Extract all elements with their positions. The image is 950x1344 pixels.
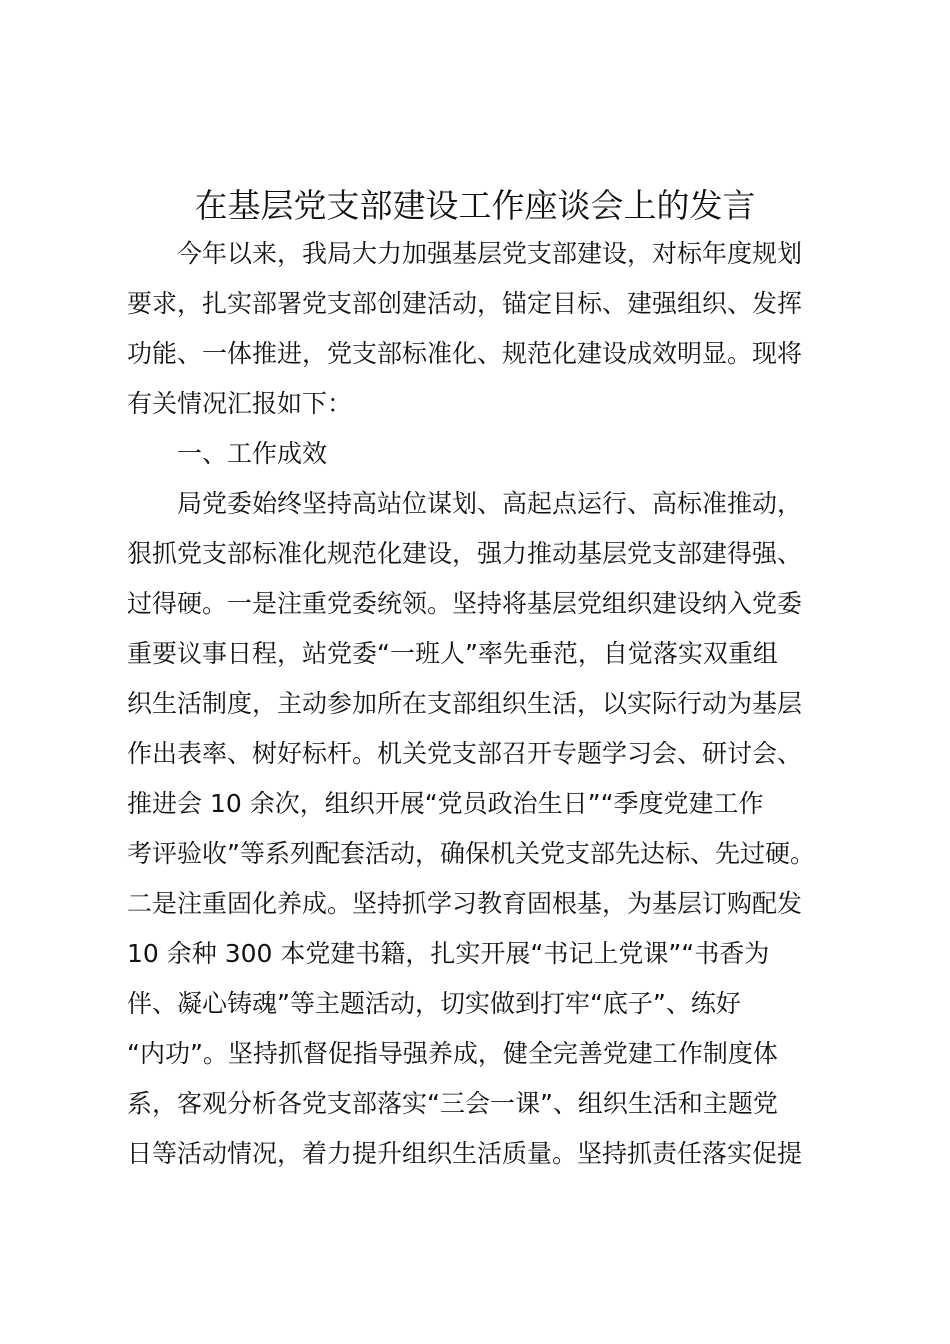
paragraph-line: 过得硬。一是注重党委统领。坚持将基层党组织建设纳入党委	[127, 589, 803, 618]
paragraph-line: 作出表率、树好标杆。机关党支部召开专题学习会、研讨会、	[127, 739, 803, 768]
paragraph-line: 今年以来，我局大力加强基层党支部建设，对标年度规划	[177, 239, 803, 268]
section-heading: 一、工作成效	[177, 439, 328, 468]
paragraph-line: 功能、一体推进，党支部标准化、规范化建设成效明显。现将	[127, 339, 803, 368]
paragraph-line: 有关情况汇报如下：	[127, 389, 353, 418]
paragraph-line: 日等活动情况，着力提升组织生活质量。坚持抓责任落实促提	[127, 1139, 803, 1168]
paragraph-line: 推进会 10 余次，组织开展“党员政治生日”“季度党建工作	[127, 789, 764, 818]
document-title: 在基层党支部建设工作座谈会上的发言	[194, 186, 756, 225]
paragraph-line: 10 余种 300 本党建书籍，扎实开展“书记上党课”“书香为	[127, 939, 770, 968]
paragraph-line: 考评验收”等系列配套活动，确保机关党支部先达标、先过硬。	[127, 839, 815, 868]
document-body	[127, 229, 847, 1179]
paragraph-line: 织生活制度，主动参加所在支部组织生活，以实际行动为基层	[127, 689, 803, 718]
paragraph-line: 二是注重固化养成。坚持抓学习教育固根基，为基层订购配发	[127, 889, 803, 918]
paragraph-line: 狠抓党支部标准化规范化建设，强力推动基层党支部建得强、	[127, 539, 803, 568]
paragraph-line: 局党委始终坚持高站位谋划、高起点运行、高标准推动，	[177, 489, 803, 518]
paragraph-line: 伴、凝心铸魂”等主题活动，切实做到打牢“底子”、练好	[127, 989, 741, 1018]
paragraph-line: 系，客观分析各党支部落实“三会一课”、组织生活和主题党	[127, 1089, 778, 1118]
paragraph-line: 要求，扎实部署党支部创建活动，锚定目标、建强组织、发挥	[127, 289, 803, 318]
paragraph-line: 重要议事日程，站党委“一班人”率先垂范，自觉落实双重组	[127, 639, 778, 668]
paragraph-line: “内功”。坚持抓督促指导强养成，健全完善党建工作制度体	[127, 1039, 778, 1068]
